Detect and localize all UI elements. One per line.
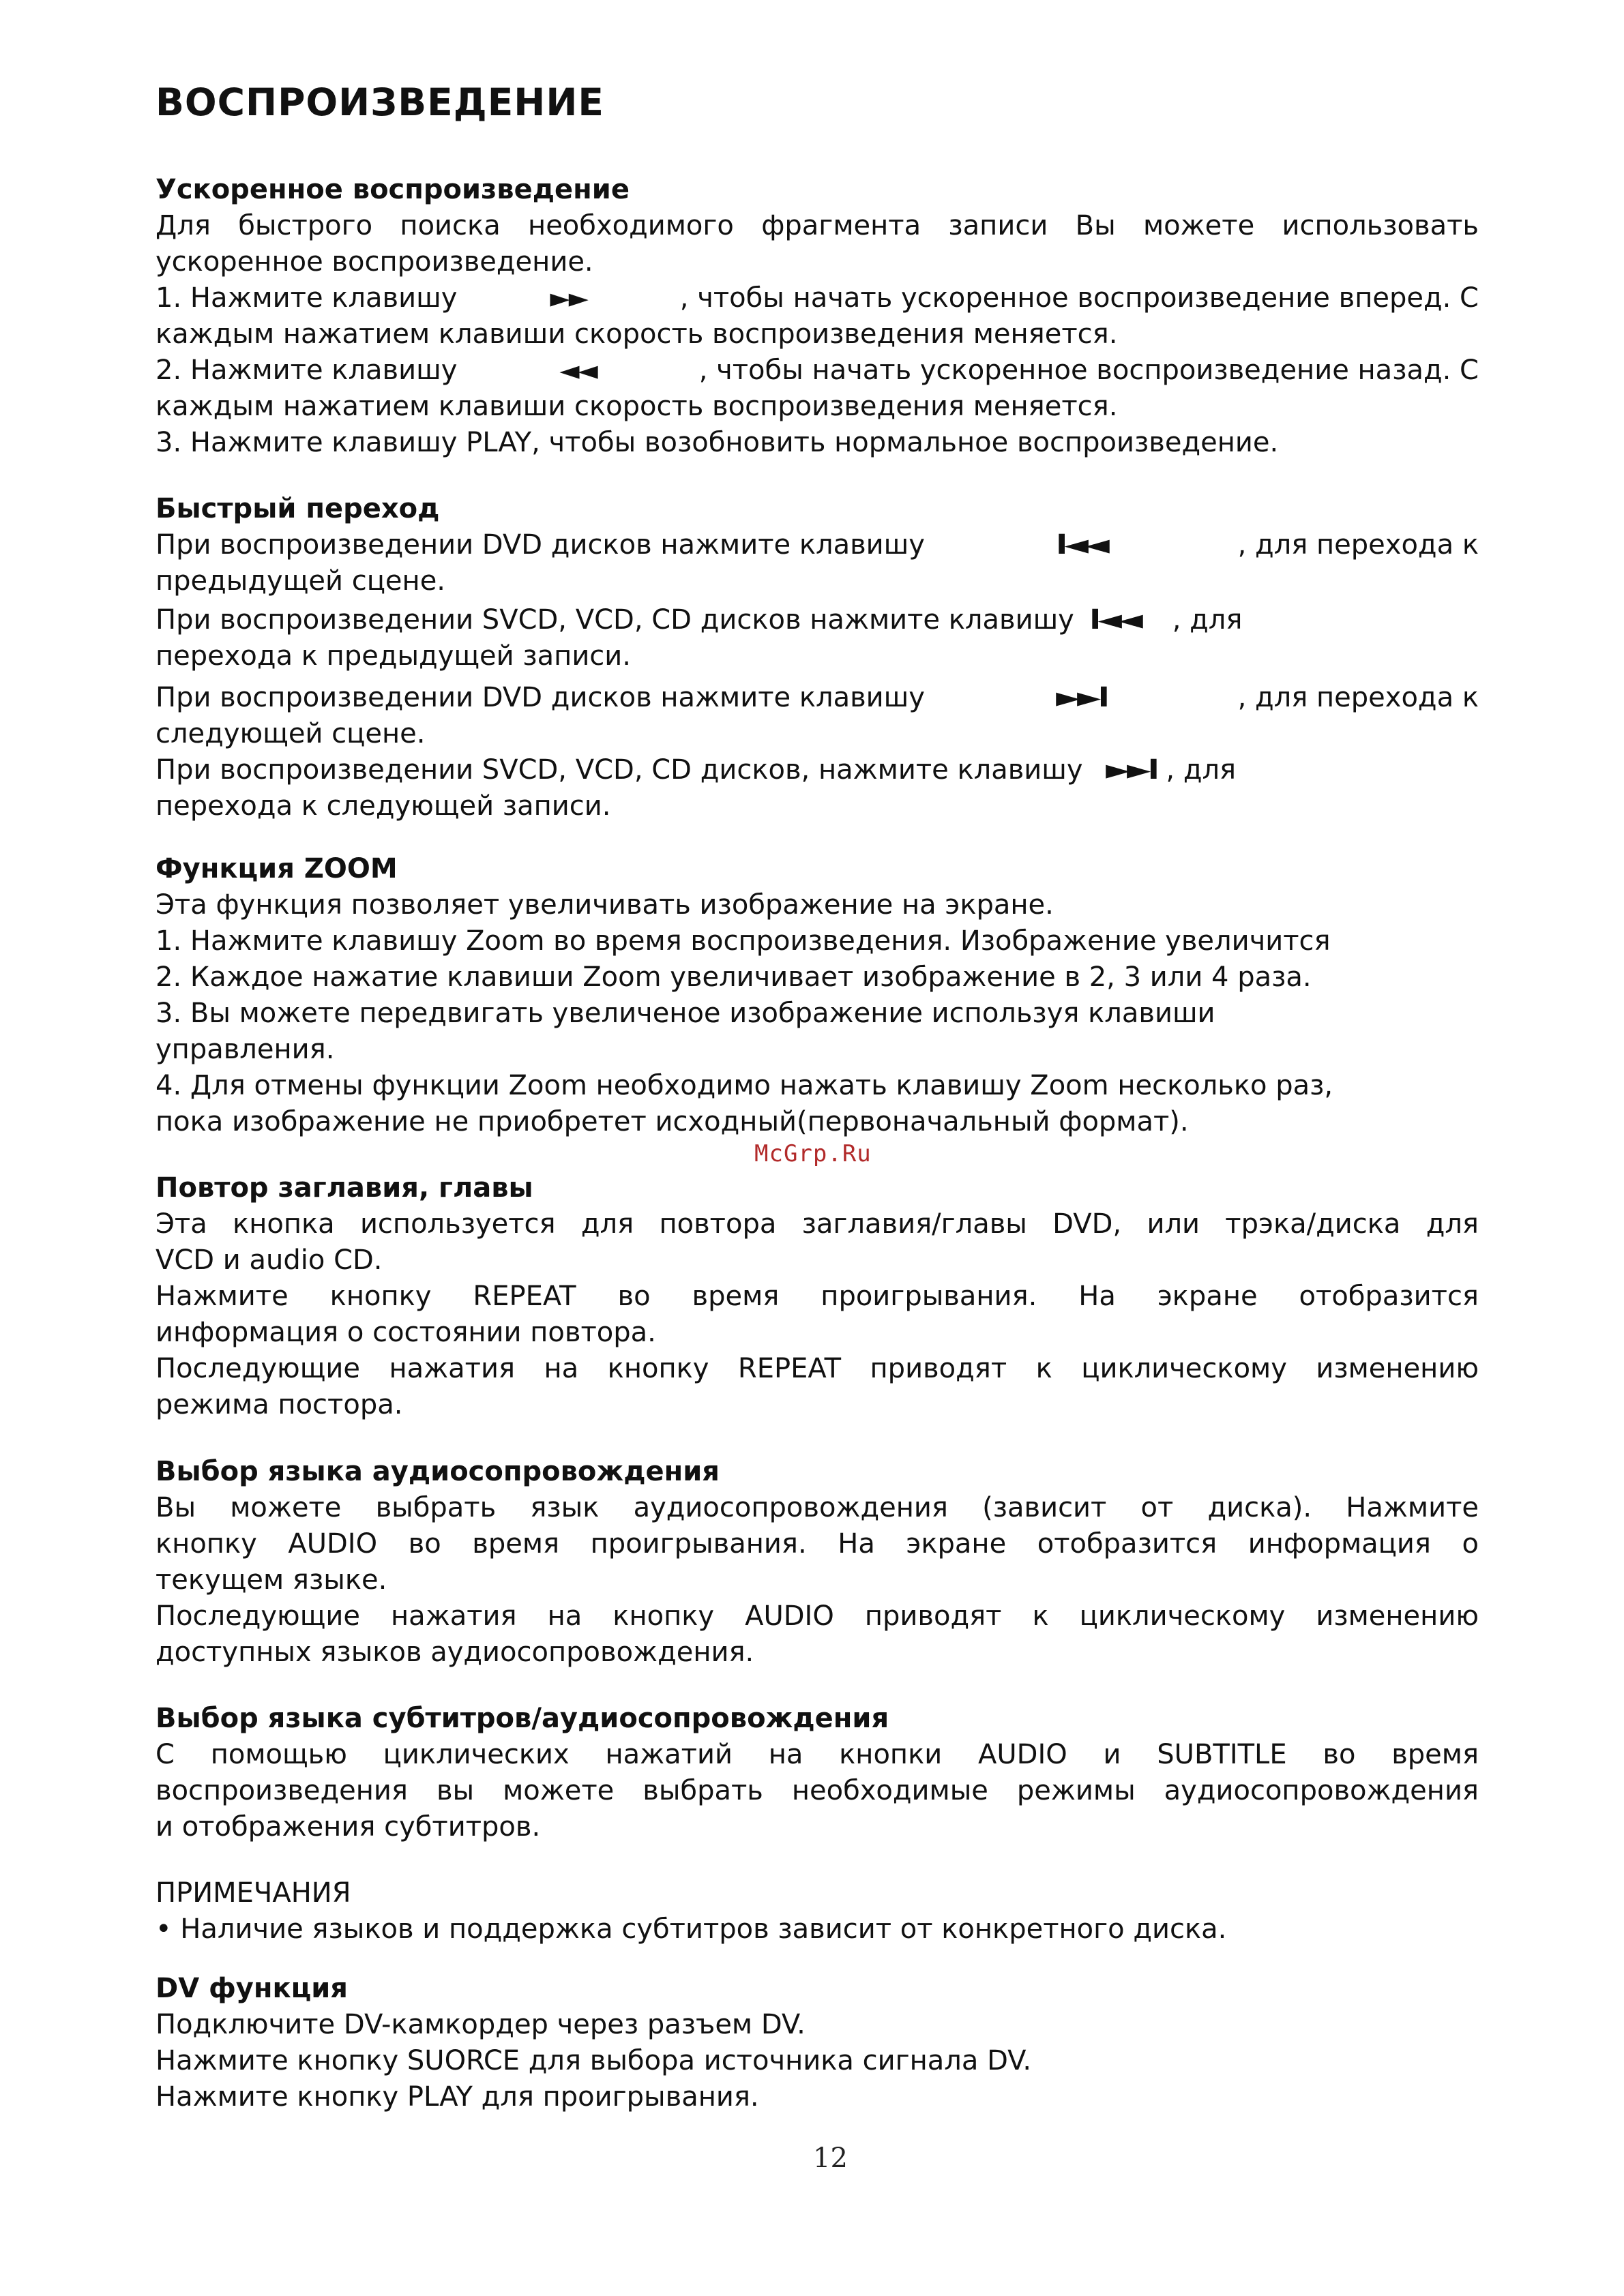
fast-forward-icon: ►► <box>550 283 587 313</box>
paragraph-line: и отображения субтитров. <box>156 1811 541 1843</box>
rewind-icon: ◄◄ <box>559 355 597 385</box>
notes-heading: ПРИМЕЧАНИЯ <box>156 1877 351 1909</box>
section-dv <box>156 1971 1479 2115</box>
skip-next-icon: ►►I <box>1106 754 1157 786</box>
paragraph-line: Эта кнопка используется для повтора заглавия/главы DVD, или трэка/диска для <box>156 1208 1479 1240</box>
step-1-text: 1. Нажмите клавишу <box>156 282 458 314</box>
section-audio-language <box>156 1454 1479 1671</box>
paragraph-line <box>156 527 1479 563</box>
paragraph-line: Подключите DV-камкордер через разъем DV. <box>156 2009 806 2040</box>
paragraph-line: каждым нажатием клавиши скорость воспроизведения меняется. <box>156 318 1118 350</box>
step-3-line: 3. Нажмите клавишу PLAY, чтобы возобновить нормальное воспроизведение. <box>156 427 1279 458</box>
paragraph-line: VCD и audio CD. <box>156 1244 383 1276</box>
paragraph-line: Нажмите кнопку SUORCE для выбора источника сигнала DV. <box>156 2045 1032 2076</box>
step-2-text: 2. Нажмите клавишу <box>156 355 458 386</box>
paragraph-line: 1. Нажмите клавишу Zoom во время воспроизведения. Изображение увеличится <box>156 925 1331 957</box>
paragraph-line: С помощью циклических нажатий на кнопки AUDIO и SUBTITLE во время <box>156 1739 1479 1770</box>
skip-next-icon: ►►I <box>1056 682 1107 713</box>
section-repeat <box>156 1170 1479 1423</box>
line-text-rest: , для перехода к <box>1237 529 1479 561</box>
step-2-text-rest: , чтобы начать ускоренное воспроизведение назад. С <box>698 355 1479 386</box>
step-1-text-rest: , чтобы начать ускоренное воспроизведение вперед. С <box>679 282 1479 314</box>
paragraph-line: предыдущей сцене. <box>156 565 446 597</box>
skip-previous-icon: I◄◄ <box>1056 529 1107 561</box>
line-text: При воспроизведении SVCD, VCD, CD дисков нажмите клавишу <box>156 604 1074 636</box>
step-1-line <box>156 280 1479 316</box>
skip-previous-icon: I◄◄ <box>1089 604 1140 636</box>
page-title: ВОСПРОИЗВЕДЕНИЕ <box>156 80 604 124</box>
paragraph-line: доступных языков аудиосопровождения. <box>156 1637 754 1668</box>
line-text-rest: , для <box>1172 604 1243 636</box>
paragraph-line: информация о состоянии повтора. <box>156 1317 656 1348</box>
paragraph-line: перехода к следующей записи. <box>156 790 611 822</box>
paragraph-line <box>156 752 1479 788</box>
paragraph-line <box>156 680 1479 716</box>
paragraph-line: режима постора. <box>156 1389 403 1420</box>
page-number: 12 <box>813 2143 848 2174</box>
paragraph-line: Нажмите кнопку REPEAT во время проигрывания. На экране отобразится <box>156 1281 1479 1312</box>
watermark: McGrp.Ru <box>754 1140 872 1167</box>
paragraph-line: пока изображение не приобретет исходный(первоначальный формат). <box>156 1106 1189 1137</box>
line-text: При воспроизведении DVD дисков нажмите клавишу <box>156 682 925 713</box>
line-text: При воспроизведении DVD дисков нажмите клавишу <box>156 529 925 561</box>
section-heading: Функция ZOOM <box>156 853 398 884</box>
section-fast-play <box>156 172 1479 461</box>
section-heading: Быстрый переход <box>156 493 440 524</box>
paragraph-line: 2. Каждое нажатие клавиши Zoom увеличивает изображение в 2, 3 или 4 раза. <box>156 961 1312 993</box>
line-text: При воспроизведении SVCD, VCD, CD дисков, нажмите клавишу <box>156 754 1083 786</box>
paragraph-line: следующей сцене. <box>156 718 426 749</box>
section-heading: Выбор языка субтитров/аудиосопровождения <box>156 1703 889 1734</box>
line-text-rest: , для <box>1166 754 1237 786</box>
paragraph-line: перехода к предыдущей записи. <box>156 640 632 672</box>
paragraph-line: текущем языке. <box>156 1564 387 1596</box>
paragraph-line: Эта функция позволяет увеличивать изображение на экране. <box>156 889 1054 921</box>
paragraph-line: Последующие нажатия на кнопку REPEAT приводят к циклическому изменению <box>156 1353 1479 1384</box>
paragraph-line: 4. Для отмены функции Zoom необходимо нажать клавишу Zoom несколько раз, <box>156 1070 1333 1101</box>
section-heading: Выбор языка аудиосопровождения <box>156 1456 720 1487</box>
paragraph-line: ускоренное воспроизведение. <box>156 246 593 278</box>
paragraph-line: каждым нажатием клавиши скорость воспроизведения меняется. <box>156 391 1118 422</box>
paragraph-line: кнопку AUDIO во время проигрывания. На экране отобразится информация о <box>156 1528 1479 1560</box>
section-heading: Ускоренное воспроизведение <box>156 174 630 205</box>
paragraph-line <box>156 602 1479 638</box>
paragraph-line: 3. Вы можете передвигать увеличеное изображение используя клавиши <box>156 998 1215 1029</box>
paragraph-line: воспроизведения вы можете выбрать необходимые режимы аудиосопровождения <box>156 1775 1479 1806</box>
paragraph-line: Нажмите кнопку PLAY для проигрывания. <box>156 2081 759 2113</box>
section-zoom <box>156 851 1479 1140</box>
section-heading: Повтор заглавия, главы <box>156 1172 533 1204</box>
paragraph-line: Последующие нажатия на кнопку AUDIO приводят к циклическому изменению <box>156 1600 1479 1632</box>
paragraph-line: Для быстрого поиска необходимого фрагмента записи Вы можете использовать <box>156 210 1479 241</box>
line-text-rest: , для перехода к <box>1237 682 1479 713</box>
section-quick-jump <box>156 491 1479 824</box>
section-heading: DV функция <box>156 1973 348 2004</box>
section-subtitle-language <box>156 1701 1479 1845</box>
note-item: • Наличие языков и поддержка субтитров зависит от конкретного диска. <box>156 1913 1227 1945</box>
paragraph-line: Вы можете выбрать язык аудиосопровождения (зависит от диска). Нажмите <box>156 1492 1479 1523</box>
step-2-line <box>156 353 1479 389</box>
section-notes <box>156 1875 1479 1948</box>
paragraph-line: управления. <box>156 1034 335 1065</box>
